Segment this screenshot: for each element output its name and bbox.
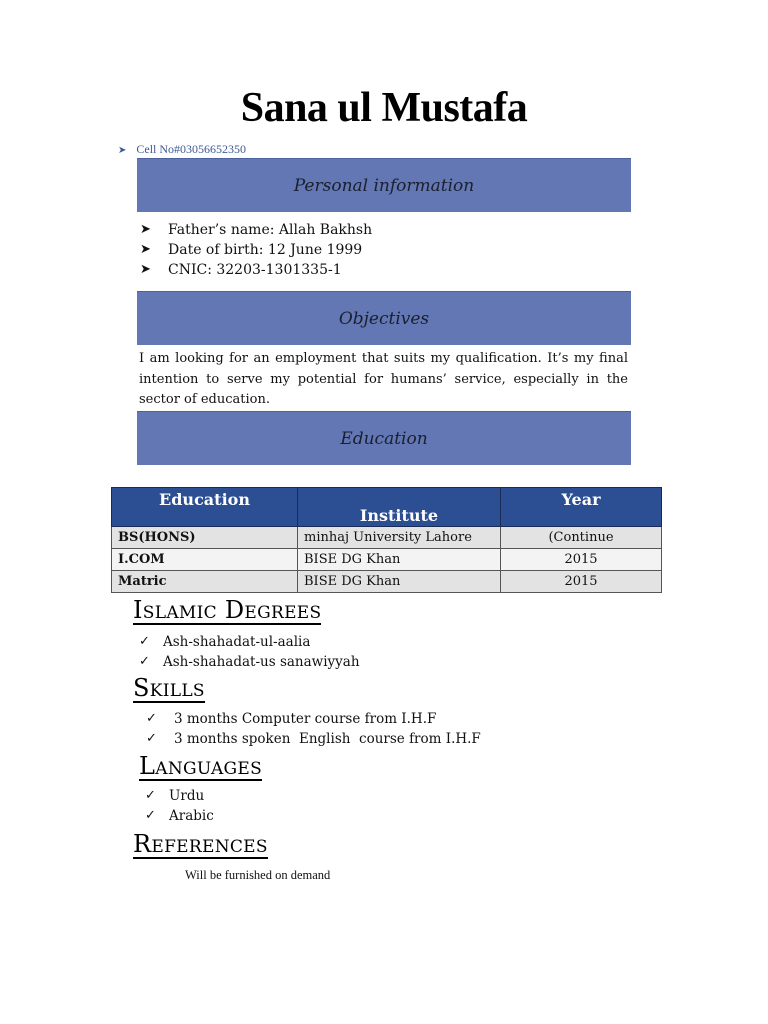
list-item xyxy=(140,220,372,240)
objective-paragraph: I am looking for an employment that suits my qualification. It’s my final intention to serve my potential for humans’ service, especially in the sector of education. xyxy=(139,351,628,407)
cell-number-text: Cell No#03056652350 xyxy=(136,142,247,156)
list-item-text: 3 months Computer course from I.H.F xyxy=(174,711,437,727)
table-cell: Matric xyxy=(112,571,298,593)
list-item-text: Urdu xyxy=(169,788,205,804)
references-text: Will be furnished on demand xyxy=(185,868,331,882)
skills-list xyxy=(146,709,481,749)
section-title-personal: Personal information xyxy=(293,175,475,196)
table-cell: I.COM xyxy=(112,549,298,571)
list-item xyxy=(146,709,481,729)
check-icon: ✓ xyxy=(139,634,150,649)
heading-skills: Skills xyxy=(133,674,205,702)
personal-info-list xyxy=(140,220,372,280)
check-icon: ✓ xyxy=(146,731,157,746)
cell-number xyxy=(118,142,246,157)
check-icon: ✓ xyxy=(139,654,150,669)
table-cell: (Continue xyxy=(501,527,662,549)
heading-islamic-degrees: Islamic Degrees xyxy=(133,596,322,624)
list-item xyxy=(139,632,360,652)
table-cell: BISE DG Khan xyxy=(298,549,501,571)
col-header-education: Education xyxy=(112,488,298,527)
date-of-birth: Date of birth: 12 June 1999 xyxy=(168,242,363,258)
table-header-row xyxy=(112,488,662,527)
list-item-text: Ash-shahadat-us sanawiyyah xyxy=(163,654,360,670)
islamic-degrees-list xyxy=(139,632,360,672)
education-table xyxy=(111,487,662,593)
table-cell: BS(HONS) xyxy=(112,527,298,549)
list-item-text: 3 months spoken English course from I.H.F xyxy=(174,731,481,747)
table-cell: 2015 xyxy=(501,571,662,593)
list-item xyxy=(139,652,360,672)
section-band-personal xyxy=(137,158,631,212)
check-icon: ✓ xyxy=(145,788,156,803)
col-header-institute: Institute xyxy=(298,488,501,527)
heading-languages: Languages xyxy=(139,752,263,780)
list-item xyxy=(145,806,214,826)
table-row xyxy=(112,571,662,593)
table-cell: 2015 xyxy=(501,549,662,571)
col-header-year: Year xyxy=(501,488,662,527)
arrow-bullet-icon: ➤ xyxy=(140,262,151,277)
candidate-name: Sana ul Mustafa xyxy=(240,85,528,131)
list-item xyxy=(140,260,372,280)
check-icon: ✓ xyxy=(145,808,156,823)
fathers-name: Father’s name: Allah Bakhsh xyxy=(168,222,373,238)
table-row xyxy=(112,549,662,571)
section-band-objectives xyxy=(137,291,631,345)
list-item xyxy=(140,240,372,260)
list-item-text: Ash-shahadat-ul-aalia xyxy=(163,634,311,650)
table-cell: BISE DG Khan xyxy=(298,571,501,593)
table-cell: minhaj University Lahore xyxy=(298,527,501,549)
section-band-education xyxy=(137,411,631,465)
languages-list xyxy=(145,786,214,826)
list-item xyxy=(145,786,214,806)
arrow-bullet-icon: ➤ xyxy=(140,222,151,237)
heading-references: References xyxy=(133,830,268,858)
arrow-bullet-icon: ➤ xyxy=(118,145,127,156)
arrow-bullet-icon: ➤ xyxy=(140,242,151,257)
list-item-text: Arabic xyxy=(169,808,214,824)
section-title-education: Education xyxy=(340,428,428,449)
check-icon: ✓ xyxy=(146,711,157,726)
section-title-objectives: Objectives xyxy=(338,308,430,329)
table-row xyxy=(112,527,662,549)
list-item xyxy=(146,729,481,749)
cnic: CNIC: 32203-1301335-1 xyxy=(168,262,342,278)
